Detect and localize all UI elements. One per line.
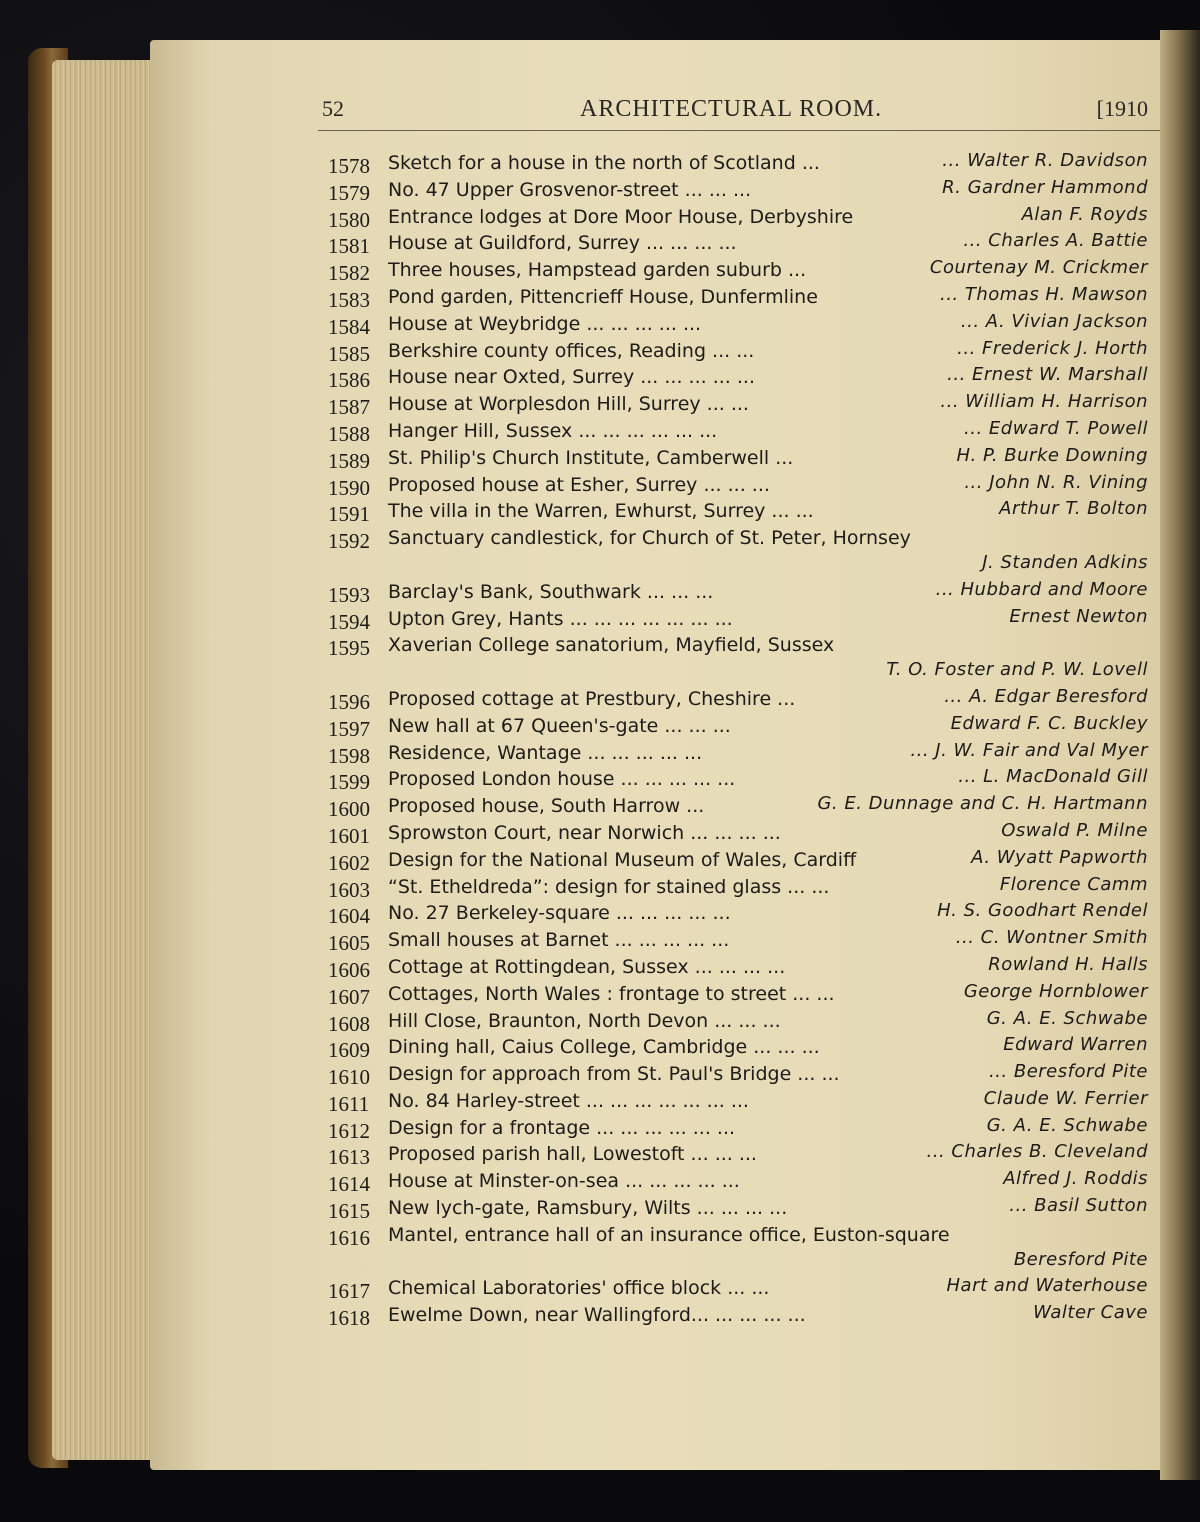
entry-author: Rowland H. Halls — [988, 953, 1148, 975]
catalogue-entry — [318, 257, 1160, 284]
entry-author: Beresford Pite — [1013, 1248, 1148, 1270]
entry-author: ... C. Wontner Smith — [955, 927, 1148, 949]
entry-line — [318, 472, 1160, 499]
entry-number: 1617 — [328, 1279, 370, 1304]
entry-author: ... Basil Sutton — [1009, 1195, 1148, 1217]
catalogue-entry — [318, 445, 1160, 472]
catalogue-entry — [318, 391, 1160, 418]
entry-author: ... Thomas H. Mawson — [939, 283, 1148, 305]
entry-line — [318, 150, 1160, 177]
catalogue-entry — [318, 311, 1160, 338]
catalogue-entry — [318, 1088, 1160, 1115]
entry-author: T. O. Foster and P. W. Lovell — [886, 659, 1148, 681]
catalogue-entry — [318, 793, 1160, 820]
entry-title: No. 47 Upper Grosvenor-street ... ... ... — [388, 178, 752, 201]
entry-author: Hart and Waterhouse — [946, 1275, 1148, 1297]
entry-number: 1585 — [328, 341, 370, 366]
entry-number: 1592 — [328, 529, 370, 554]
entry-title: No. 27 Berkeley-square ... ... ... ... ... — [388, 902, 731, 925]
catalogue-entry — [318, 177, 1160, 204]
entry-line — [318, 847, 1160, 874]
catalogue-entry — [318, 927, 1160, 954]
entry-line — [318, 257, 1160, 284]
entry-number: 1610 — [328, 1065, 370, 1090]
entry-number: 1594 — [328, 609, 370, 634]
entry-author: J. Standen Adkins — [982, 551, 1148, 573]
catalogue-entries — [318, 150, 1160, 1329]
entry-author: ... John N. R. Vining — [964, 471, 1148, 493]
entry-line — [318, 793, 1160, 820]
entry-author: ... Ernest W. Marshall — [947, 364, 1148, 386]
catalogue-entry — [318, 364, 1160, 391]
catalogue-entry — [318, 632, 1160, 686]
entry-number: 1601 — [328, 823, 370, 848]
entry-number: 1606 — [328, 957, 370, 982]
catalogue-entry — [318, 713, 1160, 740]
entry-line — [318, 1115, 1160, 1142]
entry-title: Hill Close, Braunton, North Devon ... ... ... — [388, 1009, 781, 1032]
catalogue-entry — [318, 1222, 1160, 1276]
entry-title: House at Guildford, Surrey ... ... ... ... — [388, 232, 737, 255]
entry-line — [318, 498, 1160, 525]
entry-number: 1593 — [328, 582, 370, 607]
entry-line — [318, 1275, 1160, 1302]
entry-line — [318, 900, 1160, 927]
catalogue-entry — [318, 606, 1160, 633]
entry-line — [318, 204, 1160, 231]
catalogue-entry — [318, 498, 1160, 525]
entry-number: 1590 — [328, 475, 370, 500]
entry-author: ... Walter R. Davidson — [942, 150, 1148, 171]
entry-author: ... Charles A. Battie — [963, 230, 1148, 252]
entry-title: Proposed parish hall, Lowestoft ... ... ... — [388, 1143, 757, 1166]
entry-title: Upton Grey, Hants ... ... ... ... ... ... ... — [388, 607, 733, 630]
entry-title: Hanger Hill, Sussex ... ... ... ... ... ... — [388, 419, 718, 442]
catalogue-entry — [318, 579, 1160, 606]
entry-line — [318, 391, 1160, 418]
catalogue-entry — [318, 150, 1160, 177]
catalogue-entry — [318, 766, 1160, 793]
page-number: 52 — [322, 96, 344, 121]
entry-title: St. Philip's Church Institute, Camberwell ... — [388, 446, 794, 469]
entry-number: 1596 — [328, 689, 370, 714]
entry-number: 1581 — [328, 234, 370, 259]
entry-author: ... A. Edgar Beresford — [944, 685, 1148, 707]
entry-title: House at Worplesdon Hill, Surrey ... ... — [388, 393, 749, 416]
entry-title: Ewelme Down, near Wallingford... ... ... ... ... — [388, 1304, 806, 1327]
entry-author: ... Charles B. Cleveland — [926, 1141, 1148, 1163]
entry-line — [318, 445, 1160, 472]
entry-line — [318, 579, 1160, 606]
entry-title: Mantel, entrance hall of an insurance office, Euston-square — [388, 1223, 950, 1246]
entry-author: G. A. E. Schwabe — [986, 1007, 1148, 1029]
entry-author: George Hornblower — [963, 980, 1148, 1002]
entry-title: Proposed London house ... ... ... ... ... — [388, 768, 736, 791]
entry-title: Sprowston Court, near Norwich ... ... ... ... — [388, 821, 781, 844]
entry-line — [318, 874, 1160, 901]
entry-title: Proposed house, South Harrow ... — [388, 795, 705, 818]
entry-author: G. A. E. Schwabe — [986, 1114, 1148, 1136]
catalogue-entry — [318, 847, 1160, 874]
catalogue-entry — [318, 874, 1160, 901]
entry-number: 1604 — [328, 904, 370, 929]
entry-line — [318, 1141, 1160, 1168]
catalogue-entry — [318, 954, 1160, 981]
entry-line — [318, 230, 1160, 257]
entry-title: The villa in the Warren, Ewhurst, Surrey ... ... — [388, 500, 814, 523]
catalogue-entry — [318, 1141, 1160, 1168]
entry-title: New lych-gate, Ramsbury, Wilts ... ... ... ... — [388, 1197, 788, 1220]
entry-number: 1595 — [328, 636, 370, 661]
entry-number: 1580 — [328, 207, 370, 232]
entry-line — [318, 364, 1160, 391]
entry-author: ... Frederick J. Horth — [957, 337, 1148, 359]
entry-title: Proposed cottage at Prestbury, Cheshire ... — [388, 687, 796, 710]
entry-author: Arthur T. Bolton — [999, 498, 1148, 520]
catalogue-entry — [318, 525, 1160, 579]
entry-author: H. S. Goodhart Rendel — [937, 900, 1148, 922]
entry-number: 1613 — [328, 1145, 370, 1170]
entry-author: G. E. Dunnage and C. H. Hartmann — [817, 793, 1148, 815]
entry-number: 1588 — [328, 421, 370, 446]
entry-author-line — [318, 659, 1160, 686]
entry-line — [318, 284, 1160, 311]
entry-author: Ernest Newton — [1009, 605, 1148, 627]
catalogue-entry — [318, 1008, 1160, 1035]
entry-author-line — [318, 552, 1160, 579]
entry-line — [318, 766, 1160, 793]
entry-title: Three houses, Hampstead garden suburb ... — [388, 259, 807, 282]
entry-author: ... William H. Harrison — [940, 391, 1148, 413]
entry-line — [318, 632, 1160, 659]
entry-number: 1584 — [328, 314, 370, 339]
entry-title: Sanctuary candlestick, for Church of St. Peter, Hornsey — [388, 527, 911, 550]
entry-line — [318, 740, 1160, 767]
entry-title: New hall at 67 Queen's-gate ... ... ... — [388, 714, 731, 737]
catalogue-entry — [318, 338, 1160, 365]
catalogue-entry — [318, 740, 1160, 767]
entry-line — [318, 820, 1160, 847]
entry-number: 1586 — [328, 368, 370, 393]
entry-title: House at Weybridge ... ... ... ... ... — [388, 312, 702, 335]
entry-title: Chemical Laboratories' office block ... ... — [388, 1277, 770, 1300]
entry-author: Claude W. Ferrier — [983, 1087, 1148, 1109]
entry-line — [318, 1222, 1160, 1249]
catalogue-entry — [318, 204, 1160, 231]
entry-line — [318, 954, 1160, 981]
entry-number: 1611 — [328, 1091, 370, 1116]
entry-number: 1618 — [328, 1306, 370, 1331]
entry-title: Entrance lodges at Dore Moor House, Derbyshire — [388, 205, 854, 228]
entry-line — [318, 606, 1160, 633]
entry-line — [318, 338, 1160, 365]
header-rule — [318, 130, 1160, 131]
entry-number: 1609 — [328, 1038, 370, 1063]
catalogue-entry — [318, 230, 1160, 257]
entry-author: Courtenay M. Crickmer — [929, 257, 1148, 279]
entry-number: 1602 — [328, 850, 370, 875]
entry-title: “St. Etheldreda”: design for stained glass ... ... — [388, 875, 830, 898]
entry-number: 1615 — [328, 1199, 370, 1224]
entry-title: Dining hall, Caius College, Cambridge ... ... ... — [388, 1036, 820, 1059]
entry-author: R. Gardner Hammond — [942, 176, 1148, 198]
catalogue-entry — [318, 1061, 1160, 1088]
entry-title: House near Oxted, Surrey ... ... ... ... ... — [388, 366, 755, 389]
entry-author: H. P. Burke Downing — [956, 444, 1148, 466]
entry-line — [318, 177, 1160, 204]
entry-title: Berkshire county offices, Reading ... ... — [388, 339, 755, 362]
catalogue-entry — [318, 1034, 1160, 1061]
entry-line — [318, 311, 1160, 338]
entry-author: ... L. MacDonald Gill — [958, 766, 1148, 788]
entry-number: 1591 — [328, 502, 370, 527]
catalogue-entry — [318, 472, 1160, 499]
entry-author: ... Edward T. Powell — [964, 417, 1148, 439]
entry-line — [318, 1061, 1160, 1088]
entry-title: Sketch for a house in the north of Scotland ... — [388, 152, 820, 174]
entry-author: ... Hubbard and Moore — [935, 578, 1148, 600]
entry-line — [318, 418, 1160, 445]
entry-line — [318, 981, 1160, 1008]
entry-number: 1616 — [328, 1225, 370, 1250]
entry-author: Edward F. C. Buckley — [950, 712, 1148, 734]
entry-title: Residence, Wantage ... ... ... ... ... — [388, 741, 703, 764]
entry-title: House at Minster-on-sea ... ... ... ... ... — [388, 1170, 740, 1193]
entry-number: 1583 — [328, 287, 370, 312]
running-title: ARCHITECTURAL ROOM. — [580, 96, 883, 122]
entry-number: 1614 — [328, 1172, 370, 1197]
entry-title: Design for approach from St. Paul's Bridge ... ... — [388, 1063, 840, 1086]
catalogue-entry — [318, 418, 1160, 445]
entry-author: Walter Cave — [1033, 1302, 1148, 1324]
entry-line — [318, 1302, 1160, 1329]
entry-number: 1607 — [328, 984, 370, 1009]
entry-line — [318, 1168, 1160, 1195]
entry-number: 1608 — [328, 1011, 370, 1036]
entry-number: 1598 — [328, 743, 370, 768]
catalogue-entry — [318, 1275, 1160, 1302]
entry-title: Small houses at Barnet ... ... ... ... ... — [388, 929, 730, 952]
entry-author: ... J. W. Fair and Val Myer — [910, 739, 1148, 761]
entry-author: ... Beresford Pite — [988, 1061, 1148, 1083]
entry-author: A. Wyatt Papworth — [971, 846, 1148, 868]
entry-number: 1600 — [328, 797, 370, 822]
entry-author-line — [318, 1249, 1160, 1276]
entry-number: 1599 — [328, 770, 370, 795]
entry-title: Design for the National Museum of Wales, Cardiff — [388, 848, 857, 871]
catalogue-entry — [318, 686, 1160, 713]
entry-line — [318, 1008, 1160, 1035]
entry-author: ... A. Vivian Jackson — [960, 310, 1148, 332]
entry-title: Cottages, North Wales : frontage to street ... ... — [388, 982, 835, 1005]
entry-number: 1597 — [328, 716, 370, 741]
catalogue-entry — [318, 1115, 1160, 1142]
entry-number: 1603 — [328, 877, 370, 902]
entry-author: Alfred J. Roddis — [1003, 1168, 1148, 1190]
entry-author: Alan F. Royds — [1021, 203, 1148, 225]
catalogue-entry — [318, 1168, 1160, 1195]
entry-line — [318, 525, 1160, 552]
entry-line — [318, 1034, 1160, 1061]
entry-line — [318, 1195, 1160, 1222]
entry-number: 1579 — [328, 180, 370, 205]
entry-author: Edward Warren — [1003, 1034, 1148, 1056]
entry-line — [318, 686, 1160, 713]
entry-number: 1589 — [328, 448, 370, 473]
catalogue-entry — [318, 284, 1160, 311]
catalogue-entry — [318, 1195, 1160, 1222]
catalogue-entry — [318, 820, 1160, 847]
entry-line — [318, 713, 1160, 740]
entry-number: 1605 — [328, 931, 370, 956]
entry-author: Oswald P. Milne — [1001, 819, 1148, 841]
entry-number: 1587 — [328, 395, 370, 420]
catalogue-entry — [318, 1302, 1160, 1329]
year-marker: [1910 — [1096, 96, 1148, 121]
entry-line — [318, 927, 1160, 954]
entry-title: Design for a frontage ... ... ... ... ... ... — [388, 1116, 736, 1139]
entry-title: Cottage at Rottingdean, Sussex ... ... ... ... — [388, 955, 786, 978]
entry-number: 1582 — [328, 261, 370, 286]
entry-title: Xaverian College sanatorium, Mayfield, Sussex — [388, 634, 835, 657]
entry-author: Florence Camm — [999, 873, 1148, 895]
entry-line — [318, 1088, 1160, 1115]
page-gutter-shadow — [1160, 30, 1200, 1480]
entry-number: 1612 — [328, 1118, 370, 1143]
entry-title: Barclay's Bank, Southwark ... ... ... — [388, 580, 714, 603]
entry-number: 1578 — [328, 154, 370, 178]
entry-title: No. 84 Harley-street ... ... ... ... ... ... ... — [388, 1089, 749, 1112]
catalogue-entry — [318, 981, 1160, 1008]
catalogue-entry — [318, 900, 1160, 927]
entry-title: Proposed house at Esher, Surrey ... ... ... — [388, 473, 770, 496]
entry-title: Pond garden, Pittencrieff House, Dunfermline — [388, 285, 818, 308]
